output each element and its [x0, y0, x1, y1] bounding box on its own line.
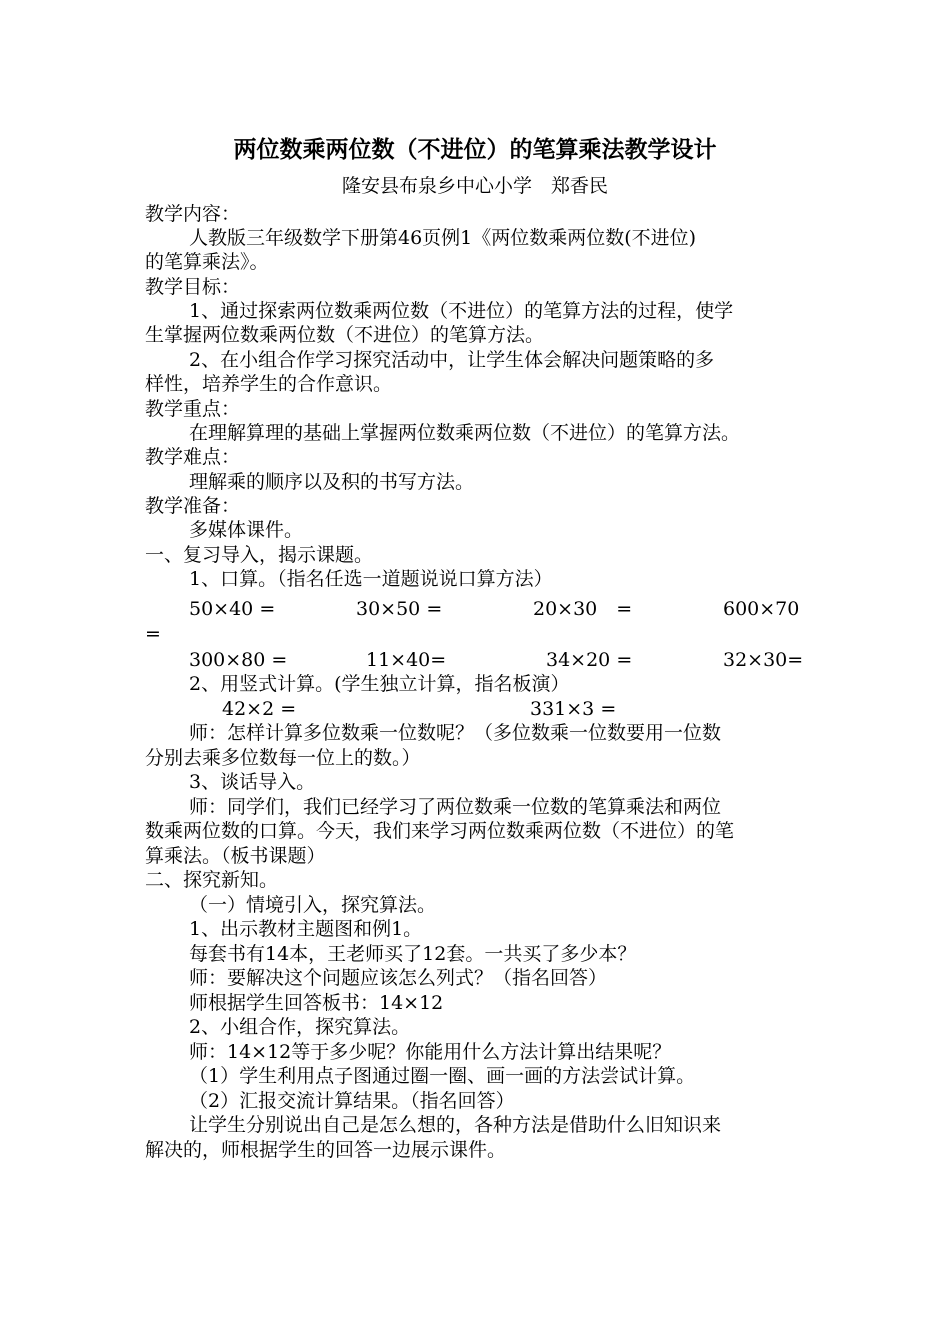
paragraph-line: 每套书有14本，王老师买了12套。一共买了多少本？ [189, 943, 637, 965]
paragraph-line: 3、谈话导入。 [189, 771, 316, 793]
paragraph-line: 1、出示教材主题图和例1。 [189, 918, 423, 940]
section-heading: 教学内容： [145, 203, 241, 225]
page-title: 两位数乘两位数（不进位）的笔算乘法教学设计 [233, 136, 717, 163]
paragraph-line: 生掌握两位数乘两位数（不进位）的笔算方法。 [145, 324, 545, 346]
paragraph-line: 师：要解决这个问题应该怎么列式？（指名回答） [189, 967, 608, 989]
paragraph-line: 师：怎样计算多位数乘一位数呢？（多位数乘一位数要用一位数 [189, 722, 722, 744]
paragraph-line: 算乘法。（板书课题） [145, 845, 326, 867]
paragraph-line: 2、在小组合作学习探究活动中，让学生体会解决问题策略的多 [189, 349, 715, 371]
paragraph-line: 2、用竖式计算。(学生独立计算，指名板演） [189, 673, 570, 695]
section-heading: 二、探究新知。 [145, 869, 279, 891]
math-expression: 600×70 [723, 598, 800, 620]
paragraph-line: 师根据学生回答板书：14×12 [189, 992, 444, 1014]
paragraph-line: （一）情境引入，探究算法。 [189, 894, 437, 916]
math-expression: 32×30= [723, 649, 804, 671]
section-heading: 教学重点： [145, 398, 241, 420]
paragraph-line: 2、小组合作，探究算法。 [189, 1016, 411, 1038]
paragraph-line: 在理解算理的基础上掌握两位数乘两位数（不进位）的笔算方法。 [189, 422, 741, 444]
author-line: 隆安县布泉乡中心小学 郑香民 [341, 175, 608, 197]
paragraph-line: 分别去乘多位数每一位上的数。） [145, 747, 421, 769]
paragraph-line: 理解乘的顺序以及积的书写方法。 [189, 471, 475, 493]
math-expression: = [145, 623, 161, 645]
paragraph-line: 样性，培养学生的合作意识。 [145, 373, 393, 395]
paragraph-line: 人教版三年级数学下册第46页例1《两位数乘两位数(不进位) [189, 227, 697, 249]
section-heading: 教学难点： [145, 446, 241, 468]
paragraph-line: 1、通过探索两位数乘两位数（不进位）的笔算方法的过程，使学 [189, 300, 734, 322]
math-expression: 11×40= [366, 649, 447, 671]
math-expression: 50×40 = [189, 598, 276, 620]
section-heading: 教学准备： [145, 495, 241, 517]
paragraph-line: （1）学生利用点子图通过圈一圈、画一画的方法尝试计算。 [189, 1065, 696, 1087]
paragraph-line: 让学生分别说出自己是怎么想的，各种方法是借助什么旧知识来 [189, 1114, 722, 1136]
section-heading: 一、复习导入，揭示课题。 [145, 544, 374, 566]
paragraph-line: 解决的，师根据学生的回答一边展示课件。 [145, 1139, 507, 1161]
paragraph-line: 的笔算乘法》。 [145, 251, 269, 273]
math-expression: 331×3 = [530, 698, 617, 720]
paragraph-line: 师：同学们，我们已经学习了两位数乘一位数的笔算乘法和两位 [189, 796, 722, 818]
math-expression: 20×30 = [533, 598, 633, 620]
math-expression: 34×20 = [546, 649, 633, 671]
paragraph-line: 数乘两位数的口算。今天，我们来学习两位数乘两位数（不进位）的笔 [145, 820, 735, 842]
section-heading: 教学目标： [145, 276, 241, 298]
math-expression: 30×50 = [356, 598, 443, 620]
paragraph-line: （2）汇报交流计算结果。（指名回答） [189, 1090, 515, 1112]
math-expression: 300×80 = [189, 649, 288, 671]
paragraph-line: 1、口算。（指名任选一道题说说口算方法） [189, 568, 553, 590]
paragraph-line: 多媒体课件。 [189, 519, 304, 541]
paragraph-line: 师：14×12等于多少呢？你能用什么方法计算出结果呢？ [189, 1041, 672, 1063]
math-expression: 42×2 = [222, 698, 297, 720]
